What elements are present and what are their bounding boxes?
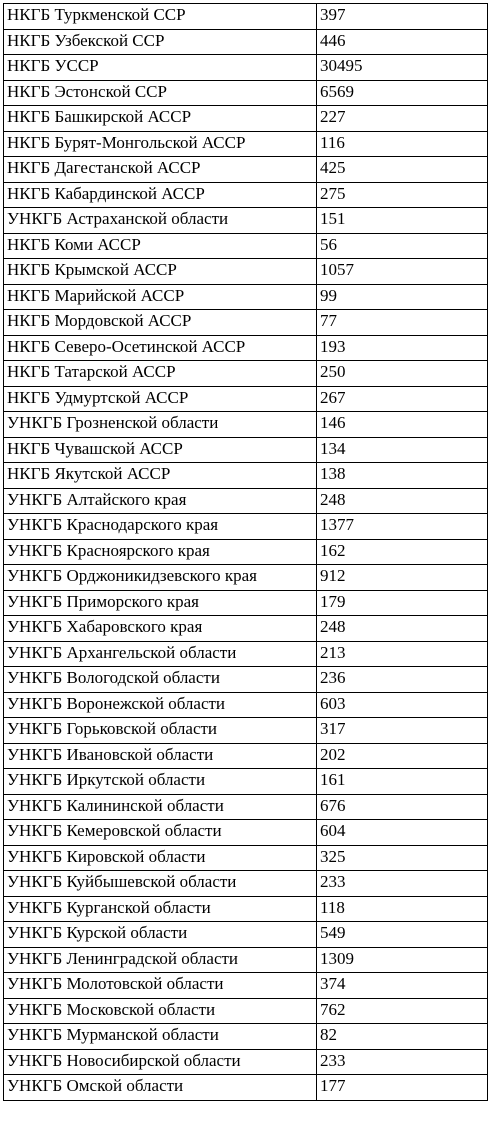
count-cell: 250 bbox=[317, 361, 488, 387]
table-row bbox=[4, 284, 488, 310]
count-cell: 116 bbox=[317, 131, 488, 157]
count-cell: 325 bbox=[317, 845, 488, 871]
table-row bbox=[4, 361, 488, 387]
organ-name-cell: НКГБ Якутской АССР bbox=[4, 463, 317, 489]
table-row bbox=[4, 718, 488, 744]
organ-name-cell: УНКГБ Куйбышевской области bbox=[4, 871, 317, 897]
organ-name-cell: НКГБ Туркменской ССР bbox=[4, 4, 317, 30]
count-cell: 397 bbox=[317, 4, 488, 30]
table-row bbox=[4, 131, 488, 157]
organ-name-cell: УНКГБ Курганской области bbox=[4, 896, 317, 922]
table-row bbox=[4, 616, 488, 642]
table-row bbox=[4, 1049, 488, 1075]
table-row bbox=[4, 998, 488, 1024]
table-row bbox=[4, 769, 488, 795]
organ-name-cell: НКГБ Крымской АССР bbox=[4, 259, 317, 285]
count-cell: 248 bbox=[317, 616, 488, 642]
organ-name-cell: УНКГБ Мурманской области bbox=[4, 1024, 317, 1050]
table-row bbox=[4, 259, 488, 285]
count-cell: 99 bbox=[317, 284, 488, 310]
table-row bbox=[4, 820, 488, 846]
organ-name-cell: УНКГБ Калининской области bbox=[4, 794, 317, 820]
organ-name-cell: НКГБ УССР bbox=[4, 55, 317, 81]
organ-name-cell: УНКГБ Кемеровской области bbox=[4, 820, 317, 846]
organ-name-cell: УНКГБ Краснодарского края bbox=[4, 514, 317, 540]
organ-name-cell: УНКГБ Астраханской области bbox=[4, 208, 317, 234]
count-cell: 151 bbox=[317, 208, 488, 234]
count-cell: 146 bbox=[317, 412, 488, 438]
count-cell: 227 bbox=[317, 106, 488, 132]
count-cell: 118 bbox=[317, 896, 488, 922]
table-row bbox=[4, 488, 488, 514]
table-row bbox=[4, 514, 488, 540]
table-row bbox=[4, 692, 488, 718]
organ-name-cell: УНКГБ Ленинградской области bbox=[4, 947, 317, 973]
table-row bbox=[4, 565, 488, 591]
organ-name-cell: УНКГБ Московской области bbox=[4, 998, 317, 1024]
table-row bbox=[4, 463, 488, 489]
organ-name-cell: УНКГБ Орджоникидзевского края bbox=[4, 565, 317, 591]
count-cell: 193 bbox=[317, 335, 488, 361]
table-row bbox=[4, 437, 488, 463]
count-cell: 77 bbox=[317, 310, 488, 336]
table-row bbox=[4, 412, 488, 438]
table-row bbox=[4, 310, 488, 336]
table-row bbox=[4, 845, 488, 871]
table-row bbox=[4, 233, 488, 259]
count-cell: 604 bbox=[317, 820, 488, 846]
count-cell: 177 bbox=[317, 1075, 488, 1101]
organ-name-cell: НКГБ Северо-Осетинской АССР bbox=[4, 335, 317, 361]
organ-name-cell: НКГБ Дагестанской АССР bbox=[4, 157, 317, 183]
organ-name-cell: НКГБ Мордовской АССР bbox=[4, 310, 317, 336]
count-cell: 233 bbox=[317, 871, 488, 897]
table-row bbox=[4, 794, 488, 820]
count-cell: 213 bbox=[317, 641, 488, 667]
organ-name-cell: НКГБ Башкирской АССР bbox=[4, 106, 317, 132]
count-cell: 138 bbox=[317, 463, 488, 489]
table-row bbox=[4, 182, 488, 208]
count-cell: 549 bbox=[317, 922, 488, 948]
organ-name-cell: УНКГБ Грозненской области bbox=[4, 412, 317, 438]
organ-name-cell: УНКГБ Вологодской области bbox=[4, 667, 317, 693]
count-cell: 162 bbox=[317, 539, 488, 565]
organ-name-cell: УНКГБ Иркутской области bbox=[4, 769, 317, 795]
table-row bbox=[4, 667, 488, 693]
table-row bbox=[4, 386, 488, 412]
count-cell: 275 bbox=[317, 182, 488, 208]
count-cell: 425 bbox=[317, 157, 488, 183]
count-cell: 1309 bbox=[317, 947, 488, 973]
table-row bbox=[4, 157, 488, 183]
organ-name-cell: УНКГБ Приморского края bbox=[4, 590, 317, 616]
organ-name-cell: НКГБ Эстонской ССР bbox=[4, 80, 317, 106]
organ-name-cell: НКГБ Кабардинской АССР bbox=[4, 182, 317, 208]
count-cell: 179 bbox=[317, 590, 488, 616]
count-cell: 912 bbox=[317, 565, 488, 591]
table-row bbox=[4, 947, 488, 973]
table-body bbox=[4, 4, 488, 1101]
table-row bbox=[4, 539, 488, 565]
organ-name-cell: УНКГБ Молотовской области bbox=[4, 973, 317, 999]
organ-name-cell: УНКГБ Ивановской области bbox=[4, 743, 317, 769]
count-cell: 676 bbox=[317, 794, 488, 820]
count-cell: 762 bbox=[317, 998, 488, 1024]
table-row bbox=[4, 1024, 488, 1050]
table-row bbox=[4, 106, 488, 132]
table-row bbox=[4, 871, 488, 897]
count-cell: 446 bbox=[317, 29, 488, 55]
organ-name-cell: УНКГБ Омской области bbox=[4, 1075, 317, 1101]
count-cell: 161 bbox=[317, 769, 488, 795]
count-cell: 6569 bbox=[317, 80, 488, 106]
organ-name-cell: УНКГБ Кировской области bbox=[4, 845, 317, 871]
organ-name-cell: УНКГБ Новосибирской области bbox=[4, 1049, 317, 1075]
organ-name-cell: НКГБ Коми АССР bbox=[4, 233, 317, 259]
table-row bbox=[4, 922, 488, 948]
organ-name-cell: НКГБ Удмуртской АССР bbox=[4, 386, 317, 412]
organ-name-cell: УНКГБ Красноярского края bbox=[4, 539, 317, 565]
table-row bbox=[4, 29, 488, 55]
table-row bbox=[4, 1075, 488, 1101]
organ-name-cell: УНКГБ Алтайского края bbox=[4, 488, 317, 514]
count-cell: 233 bbox=[317, 1049, 488, 1075]
organ-name-cell: УНКГБ Горьковской области bbox=[4, 718, 317, 744]
table-row bbox=[4, 208, 488, 234]
count-cell: 374 bbox=[317, 973, 488, 999]
count-cell: 1377 bbox=[317, 514, 488, 540]
table-row bbox=[4, 973, 488, 999]
count-cell: 236 bbox=[317, 667, 488, 693]
organ-name-cell: УНКГБ Архангельской области bbox=[4, 641, 317, 667]
organ-name-cell: НКГБ Чувашской АССР bbox=[4, 437, 317, 463]
count-cell: 267 bbox=[317, 386, 488, 412]
table-row bbox=[4, 743, 488, 769]
table-row bbox=[4, 335, 488, 361]
table-row bbox=[4, 4, 488, 30]
count-cell: 317 bbox=[317, 718, 488, 744]
organ-name-cell: НКГБ Бурят-Монгольской АССР bbox=[4, 131, 317, 157]
table-row bbox=[4, 641, 488, 667]
count-cell: 56 bbox=[317, 233, 488, 259]
table-row bbox=[4, 590, 488, 616]
count-cell: 1057 bbox=[317, 259, 488, 285]
count-cell: 202 bbox=[317, 743, 488, 769]
count-cell: 30495 bbox=[317, 55, 488, 81]
organ-name-cell: УНКГБ Хабаровского края bbox=[4, 616, 317, 642]
count-cell: 82 bbox=[317, 1024, 488, 1050]
nkgb-statistics-table bbox=[3, 3, 488, 1101]
organ-name-cell: НКГБ Татарской АССР bbox=[4, 361, 317, 387]
organ-name-cell: УНКГБ Курской области bbox=[4, 922, 317, 948]
table-row bbox=[4, 55, 488, 81]
table-row bbox=[4, 896, 488, 922]
count-cell: 603 bbox=[317, 692, 488, 718]
organ-name-cell: УНКГБ Воронежской области bbox=[4, 692, 317, 718]
organ-name-cell: НКГБ Марийской АССР bbox=[4, 284, 317, 310]
table-row bbox=[4, 80, 488, 106]
count-cell: 134 bbox=[317, 437, 488, 463]
organ-name-cell: НКГБ Узбекской ССР bbox=[4, 29, 317, 55]
count-cell: 248 bbox=[317, 488, 488, 514]
